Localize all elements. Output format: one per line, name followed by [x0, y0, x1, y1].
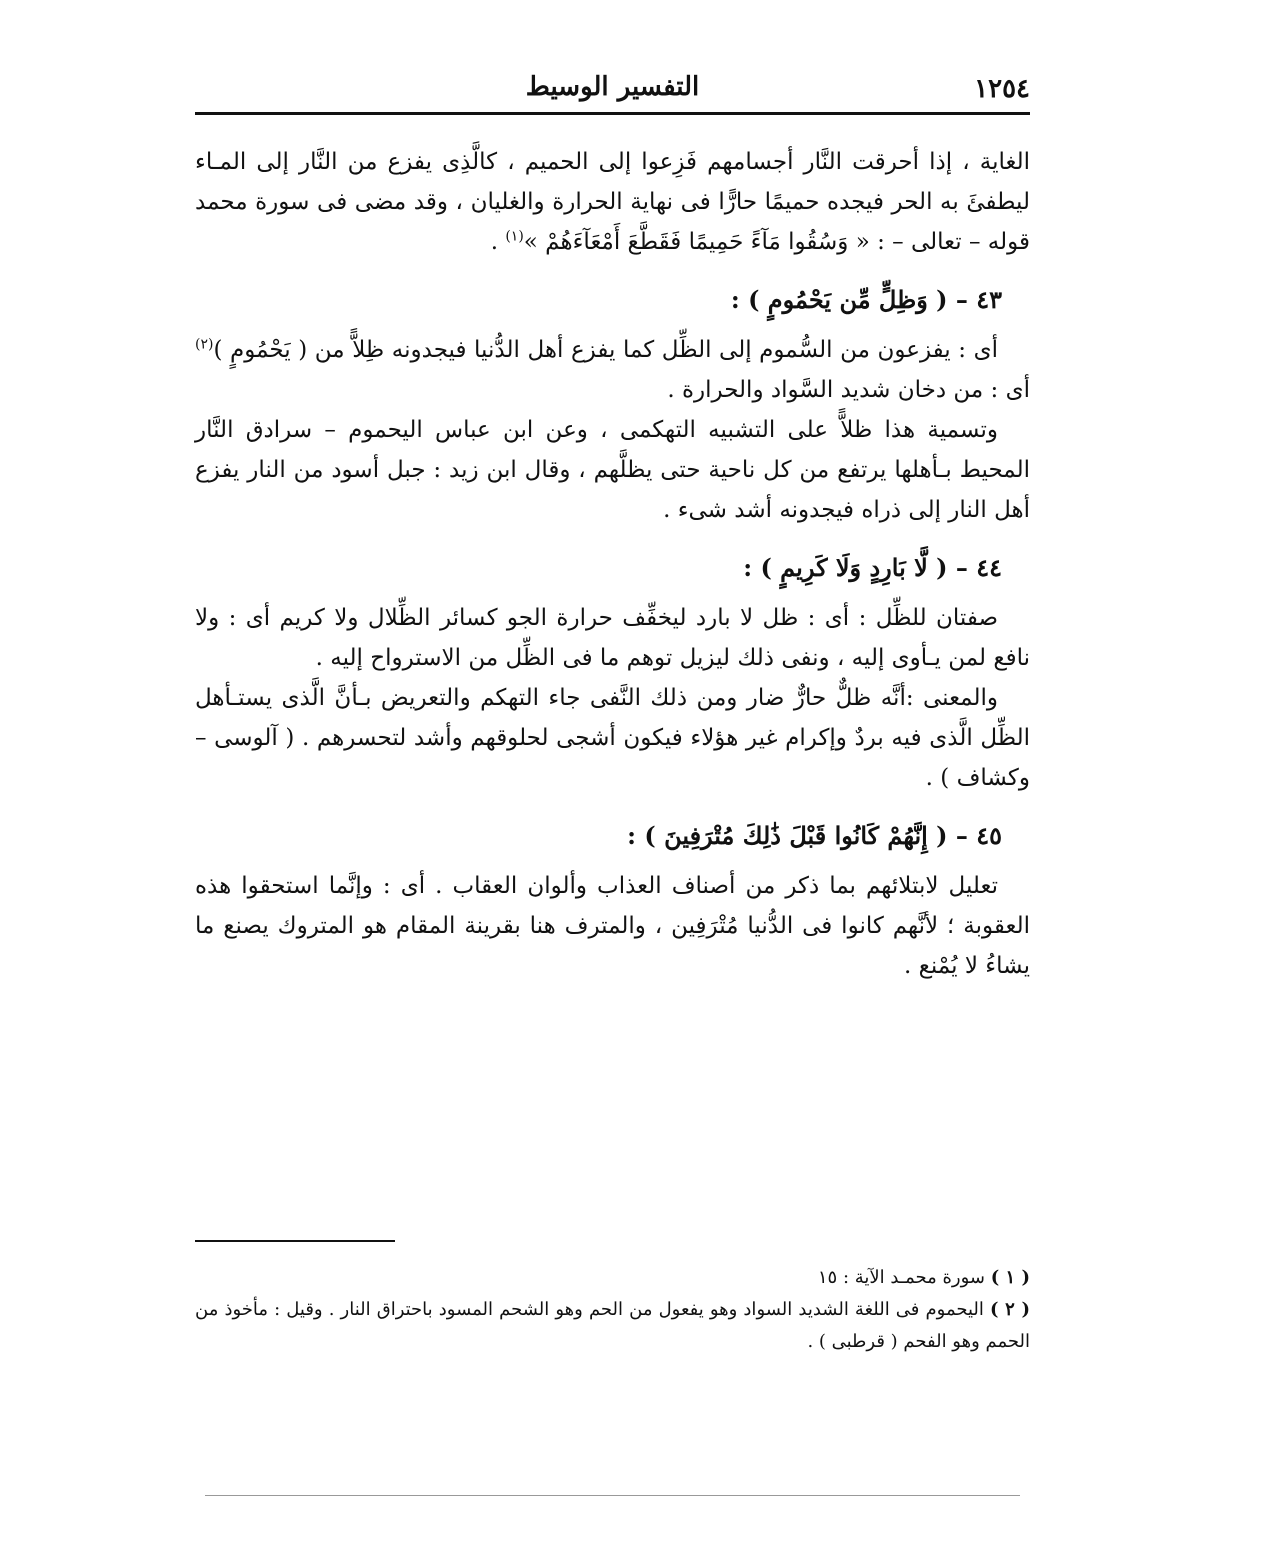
footnote-2-number: ( ٢ ) — [989, 1299, 1030, 1320]
footnote-1 — [195, 1262, 1030, 1294]
paragraph-2-cont: أى : من دخان شديد السَّواد والحرارة . — [667, 377, 1030, 403]
header-rule — [195, 112, 1030, 115]
verse-heading-43: ٤٣ – ( وَظِلٍّ مِّن يَحْمُومٍ ) : — [730, 285, 1002, 314]
paragraph-1-end: . — [490, 229, 506, 255]
footnote-ref-2: (٢) — [195, 336, 214, 353]
footnote-ref-1: (١) — [505, 228, 524, 245]
book-title: التفسير الوسيط — [525, 72, 700, 102]
footnote-1-text: سورة محمـد الآية : ١٥ — [817, 1267, 991, 1288]
page-body — [195, 142, 1030, 986]
paragraph-1-text: الغاية ، إذا أحرقت النَّار أجسامهم فَزِعوا إلى الحميم ، كالَّذِى يفزع من النَّار إلى المـاء ليطفئَ به الحر فيجده حميمًا حارًّا فى نهاية الحرارة والغليان ، وقد مضى فى سورة محمد قوله – تعالى – : « وَسُقُوا مَآءً حَمِيمًا فَقَطَّعَ أَمْعَآءَهُمْ » — [195, 149, 1030, 255]
page-header — [195, 72, 1030, 112]
footnote-rule — [195, 1240, 395, 1242]
paragraph-3: وتسمية هذا ظلاًّ على التشبيه التهكمى ، وعن ابن عباس اليحموم – سرادق النَّار المحيط بـأهلها يرتفع من كل ناحية حتى يظلَّهم ، وقال ابن زيد : جبل أسود من النار يفزع أهل النار إلى ذراه فيجدونه أشد شىء . — [195, 417, 1030, 523]
bottom-edge-line — [205, 1495, 1020, 1496]
footnotes — [195, 1262, 1030, 1358]
paragraph-6: تعليل لابتلائهم بما ذكر من أصناف العذاب وألوان العقاب . أى : وإنَّما استحقوا هذه العقوبة ؛ لأنَّهم كانوا فى الدُّنيا مُتْرَفِين ، والمترف هنا بقرينة المقام هو المتروك يصنع ما يشاءُ لا يُمْنع . — [195, 873, 1030, 979]
footnote-2-text: اليحموم فى اللغة الشديد السواد وهو يفعول من الحم وهو الشحم المسود باحتراق النار . وقيل : مأخوذ من الحمم وهو الفحم ( قرطبى ) . — [195, 1299, 1030, 1352]
paragraph-5: والمعنى :أنَّه ظلٌّ حارٌّ ضار ومن ذلك النَّفى جاء التهكم والتعريض بـأنَّ الَّذى يستـأهل الظِّل الَّذى فيه بردٌ وإكرام غير هؤلاء فيكون أشجى لحلوقهم وأشد لتحسرهم . ( آلوسى – وكشاف ) . — [195, 685, 1030, 791]
paragraph-4: صفتان للظِّل : أى : ظل لا بارد ليخفِّف حرارة الجو كسائر الظِّلال ولا كريم أى : ولا نافع لمن يـأوى إليه ، ونفى ذلك ليزيل توهم ما فى الظِّل من الاسترواح إليه . — [195, 605, 1030, 671]
paragraph-2-text: أى : يفزعون من السُّموم إلى الظِّل كما يفزع أهل الدُّنيا فيجدونه ظِلاًّ من ( يَحْمُومٍ ) — [213, 337, 998, 363]
verse-heading-45: ٤٥ – ( إِنَّهُمْ كَانُوا قَبْلَ ذَٰلِكَ مُتْرَفِينَ ) : — [627, 821, 1002, 850]
footnote-2 — [195, 1294, 1030, 1358]
paragraph-2 — [195, 330, 1030, 410]
page-number: ١٢٥٤ — [974, 74, 1030, 104]
footnote-1-number: ( ١ ) — [990, 1267, 1030, 1288]
book-page — [195, 60, 1030, 1480]
paragraph-1 — [195, 142, 1030, 262]
verse-heading-44: ٤٤ – ( لَّا بَارِدٍ وَلَا كَرِيمٍ ) : — [743, 553, 1002, 582]
